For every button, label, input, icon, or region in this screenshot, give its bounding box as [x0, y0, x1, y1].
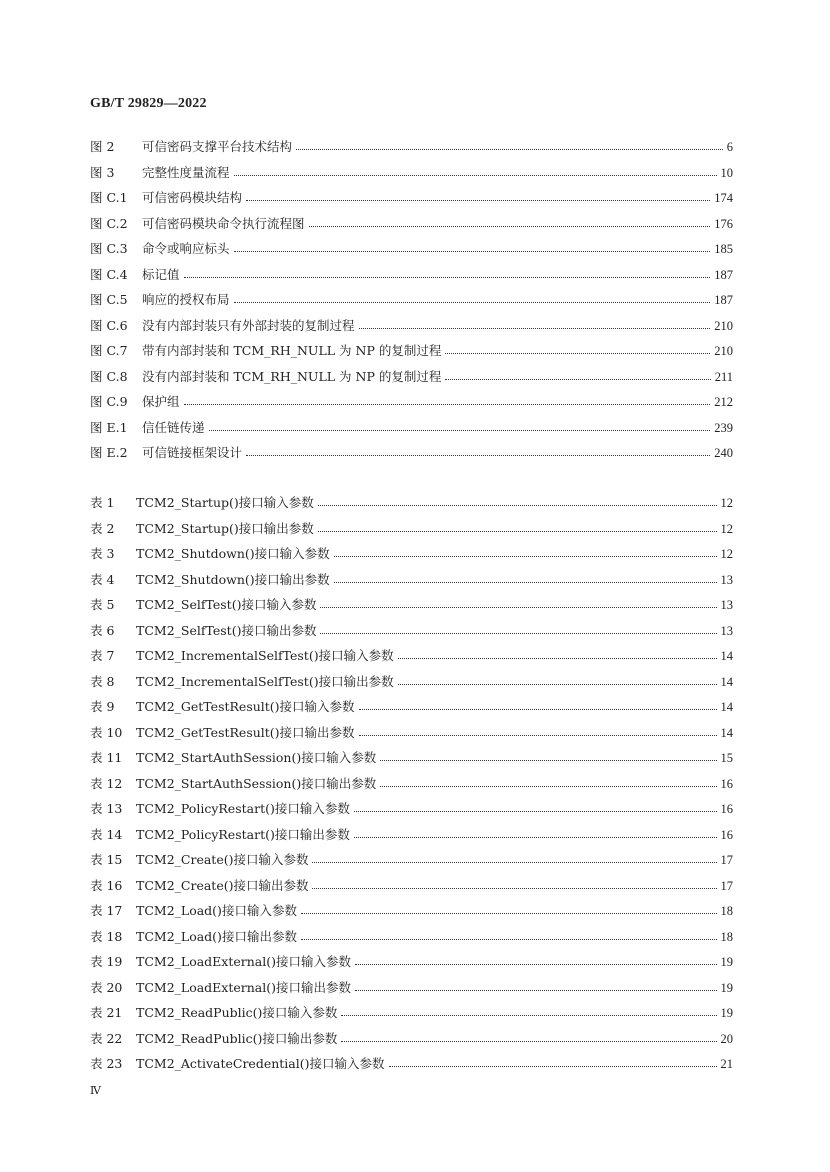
entry-page-number: 187 — [714, 293, 733, 307]
entry-page-number: 16 — [720, 827, 733, 842]
table-entry[interactable] — [90, 847, 733, 873]
figure-entry[interactable] — [90, 313, 733, 339]
entry-number: 表 23 — [90, 1056, 123, 1071]
entry-title: TCM2_LoadExternal()接口输出参数 — [136, 979, 352, 995]
entry-title: 可信密码模块命令执行流程图 — [142, 215, 305, 231]
entry-title: TCM2_ActivateCredential()接口输入参数 — [136, 1056, 385, 1071]
dot-leader — [380, 774, 716, 787]
dot-leader — [318, 519, 717, 532]
table-entry[interactable] — [90, 898, 733, 924]
dot-leader — [234, 163, 717, 176]
entry-title: TCM2_SelfTest()接口输出参数 — [136, 622, 317, 638]
figure-entry[interactable] — [90, 211, 733, 237]
entry-page-number: 17 — [720, 853, 733, 867]
table-entry[interactable] — [90, 618, 733, 644]
dot-leader — [359, 697, 717, 710]
dot-leader — [398, 646, 717, 659]
entry-title: TCM2_LoadExternal()接口输入参数 — [136, 954, 352, 969]
entry-title: 可信密码支撑平台技术结构 — [142, 139, 293, 154]
entry-title: TCM2_Load()接口输入参数 — [136, 903, 297, 918]
table-list — [90, 490, 733, 1077]
entry-number: 表 18 — [90, 928, 123, 944]
entry-title: TCM2_PolicyRestart()接口输出参数 — [136, 826, 350, 842]
table-entry[interactable] — [90, 873, 733, 899]
dot-leader — [318, 493, 717, 506]
dot-leader — [389, 1054, 717, 1067]
table-entry[interactable] — [90, 1000, 733, 1026]
dot-leader — [301, 901, 717, 914]
entry-number: 图 E.1 — [90, 419, 128, 435]
entry-title: 保护组 — [142, 394, 180, 409]
entry-page-number: 17 — [720, 878, 733, 893]
entry-title: TCM2_StartAuthSession()接口输入参数 — [136, 750, 377, 765]
entry-page-number: 6 — [726, 140, 733, 154]
dot-leader — [334, 544, 717, 557]
entry-number: 图 C.3 — [90, 241, 128, 256]
entry-number: 图 3 — [90, 164, 115, 180]
dot-leader — [355, 952, 716, 965]
entry-page-number: 21 — [720, 1057, 733, 1071]
entry-page-number: 19 — [720, 1006, 733, 1020]
entry-title: TCM2_Startup()接口输出参数 — [136, 520, 314, 536]
dot-leader — [234, 239, 711, 252]
entry-title: 标记值 — [142, 266, 180, 282]
entry-page-number: 12 — [720, 521, 733, 536]
entry-number: 表 16 — [90, 877, 123, 893]
entry-number: 表 20 — [90, 979, 123, 995]
entry-title: 没有内部封装只有外部封装的复制过程 — [142, 317, 355, 333]
entry-page-number: 10 — [720, 165, 733, 180]
table-entry[interactable] — [90, 490, 733, 516]
table-entry[interactable] — [90, 924, 733, 950]
entry-number: 图 2 — [90, 139, 115, 154]
entry-number: 图 E.2 — [90, 445, 128, 460]
entry-page-number: 239 — [714, 420, 733, 435]
entry-page-number: 176 — [714, 216, 733, 231]
entry-page-number: 12 — [720, 547, 733, 561]
entry-page-number: 14 — [720, 700, 733, 714]
entry-title: TCM2_Shutdown()接口输入参数 — [136, 546, 330, 561]
entry-title: 响应的授权布局 — [142, 292, 230, 307]
entry-page-number: 15 — [720, 751, 733, 765]
figure-entry[interactable] — [90, 160, 733, 186]
dot-leader — [209, 418, 711, 431]
dot-leader — [309, 214, 711, 227]
entry-page-number: 174 — [714, 191, 733, 205]
entry-page-number: 185 — [714, 242, 733, 256]
entry-number: 表 15 — [90, 852, 123, 867]
entry-page-number: 19 — [720, 980, 733, 995]
dot-leader — [354, 825, 717, 838]
dot-leader — [341, 1003, 716, 1016]
dot-leader — [246, 188, 710, 201]
table-entry[interactable] — [90, 822, 733, 848]
dot-leader — [359, 316, 711, 329]
entry-number: 表 19 — [90, 954, 123, 969]
standard-number: GB/T 29829—2022 — [90, 96, 207, 111]
entry-page-number: 14 — [720, 649, 733, 663]
dot-leader — [296, 137, 723, 150]
page-footer — [90, 1084, 101, 1097]
entry-number: 表 1 — [90, 495, 115, 510]
entry-page-number: 18 — [720, 929, 733, 944]
entry-number: 表 6 — [90, 622, 115, 638]
table-entry[interactable] — [90, 771, 733, 797]
entry-number: 表 3 — [90, 546, 115, 561]
entry-number: 表 12 — [90, 775, 123, 791]
entry-number: 图 C.8 — [90, 368, 128, 384]
table-entry[interactable] — [90, 796, 733, 822]
entry-page-number: 18 — [720, 904, 733, 918]
dot-leader — [184, 392, 711, 405]
figure-entry[interactable] — [90, 364, 733, 390]
entry-title: TCM2_IncrementalSelfTest()接口输出参数 — [136, 673, 394, 689]
table-entry[interactable] — [90, 592, 733, 618]
dot-leader — [312, 850, 716, 863]
dot-leader — [320, 595, 716, 608]
entry-number: 图 C.2 — [90, 215, 128, 231]
entry-title: TCM2_SelfTest()接口输入参数 — [136, 597, 317, 612]
entry-page-number: 14 — [720, 725, 733, 740]
page-number: Ⅳ — [90, 1085, 101, 1097]
entry-title: TCM2_GetTestResult()接口输出参数 — [136, 724, 355, 740]
entry-number: 表 21 — [90, 1005, 123, 1020]
entry-title: TCM2_IncrementalSelfTest()接口输入参数 — [136, 648, 394, 663]
entry-page-number: 16 — [720, 802, 733, 816]
table-entry[interactable] — [90, 975, 733, 1001]
entry-page-number: 20 — [720, 1031, 733, 1046]
entry-number: 表 11 — [90, 750, 123, 765]
entry-title: TCM2_StartAuthSession()接口输出参数 — [136, 775, 377, 791]
entry-page-number: 211 — [714, 369, 733, 384]
table-entry[interactable] — [90, 669, 733, 695]
entry-number: 图 C.5 — [90, 292, 128, 307]
entry-number: 表 13 — [90, 801, 123, 816]
dot-leader — [334, 570, 717, 583]
figure-entry[interactable] — [90, 185, 733, 211]
dot-leader — [445, 367, 710, 380]
entry-page-number: 212 — [714, 395, 733, 409]
entry-number: 表 7 — [90, 648, 115, 663]
entry-number: 图 C.7 — [90, 343, 128, 358]
dot-leader — [312, 876, 716, 889]
entry-number: 表 2 — [90, 520, 115, 536]
entry-page-number: 12 — [720, 496, 733, 510]
entry-page-number: 19 — [720, 955, 733, 969]
dot-leader — [234, 290, 711, 303]
entry-number: 表 9 — [90, 699, 115, 714]
table-entry[interactable] — [90, 694, 733, 720]
entry-number: 表 4 — [90, 571, 115, 587]
entry-title: 信任链传递 — [142, 419, 205, 435]
dot-leader — [355, 978, 716, 991]
entry-title: TCM2_Create()接口输出参数 — [136, 877, 309, 893]
table-entry[interactable] — [90, 1026, 733, 1052]
dot-leader — [301, 927, 717, 940]
table-entry[interactable] — [90, 745, 733, 771]
entry-number: 表 8 — [90, 673, 115, 689]
entry-number: 图 C.1 — [90, 190, 128, 205]
entry-number: 表 17 — [90, 903, 123, 918]
entry-number: 图 C.4 — [90, 266, 128, 282]
entry-page-number: 240 — [714, 446, 733, 460]
entry-page-number: 16 — [720, 776, 733, 791]
entry-title: TCM2_Create()接口输入参数 — [136, 852, 309, 867]
entry-title: TCM2_PolicyRestart()接口输入参数 — [136, 801, 350, 816]
dot-leader — [246, 443, 710, 456]
table-entry[interactable] — [90, 949, 733, 975]
dot-leader — [354, 799, 717, 812]
table-entry[interactable] — [90, 516, 733, 542]
entry-title: TCM2_GetTestResult()接口输入参数 — [136, 699, 355, 714]
entry-number: 表 10 — [90, 724, 123, 740]
figure-entry[interactable] — [90, 262, 733, 288]
entry-page-number: 187 — [714, 267, 733, 282]
table-entry[interactable] — [90, 567, 733, 593]
entry-page-number: 13 — [720, 623, 733, 638]
figure-entry[interactable] — [90, 287, 733, 313]
entry-page-number: 13 — [720, 572, 733, 587]
dot-leader — [341, 1029, 716, 1042]
table-entry[interactable] — [90, 720, 733, 746]
entry-page-number: 14 — [720, 674, 733, 689]
entry-title: 可信链接框架设计 — [142, 445, 243, 460]
entry-title: 完整性度量流程 — [142, 164, 230, 180]
entry-title: TCM2_Shutdown()接口输出参数 — [136, 571, 330, 587]
page-header — [90, 96, 207, 112]
figure-entry[interactable] — [90, 389, 733, 415]
figure-entry[interactable] — [90, 236, 733, 262]
entry-number: 表 22 — [90, 1030, 123, 1046]
entry-title: 可信密码模块结构 — [142, 190, 243, 205]
entry-number: 表 5 — [90, 597, 115, 612]
entry-number: 图 C.6 — [90, 317, 128, 333]
figure-entry[interactable] — [90, 415, 733, 441]
entry-title: 没有内部封装和 TCM_RH_NULL 为 NP 的复制过程 — [142, 368, 442, 384]
entry-page-number: 210 — [714, 318, 733, 333]
figure-entry[interactable] — [90, 440, 733, 466]
dot-leader — [184, 265, 711, 278]
dot-leader — [359, 723, 717, 736]
dot-leader — [380, 748, 716, 761]
dot-leader — [320, 621, 716, 634]
figure-entry[interactable] — [90, 338, 733, 364]
table-entry[interactable] — [90, 541, 733, 567]
entry-title: TCM2_ReadPublic()接口输入参数 — [136, 1005, 338, 1020]
entry-title: TCM2_Load()接口输出参数 — [136, 928, 297, 944]
table-entry[interactable] — [90, 643, 733, 669]
entry-title: TCM2_Startup()接口输入参数 — [136, 495, 314, 510]
entry-number: 图 C.9 — [90, 394, 128, 409]
figure-list — [90, 134, 733, 466]
figure-entry[interactable] — [90, 134, 733, 160]
dot-leader — [445, 341, 710, 354]
entry-title: 带有内部封装和 TCM_RH_NULL 为 NP 的复制过程 — [142, 343, 442, 358]
entry-number: 表 14 — [90, 826, 123, 842]
entry-page-number: 210 — [714, 344, 733, 358]
table-entry[interactable] — [90, 1051, 733, 1077]
entry-title: TCM2_ReadPublic()接口输出参数 — [136, 1030, 338, 1046]
entry-title: 命令或响应标头 — [142, 241, 230, 256]
entry-page-number: 13 — [720, 598, 733, 612]
dot-leader — [398, 672, 717, 685]
